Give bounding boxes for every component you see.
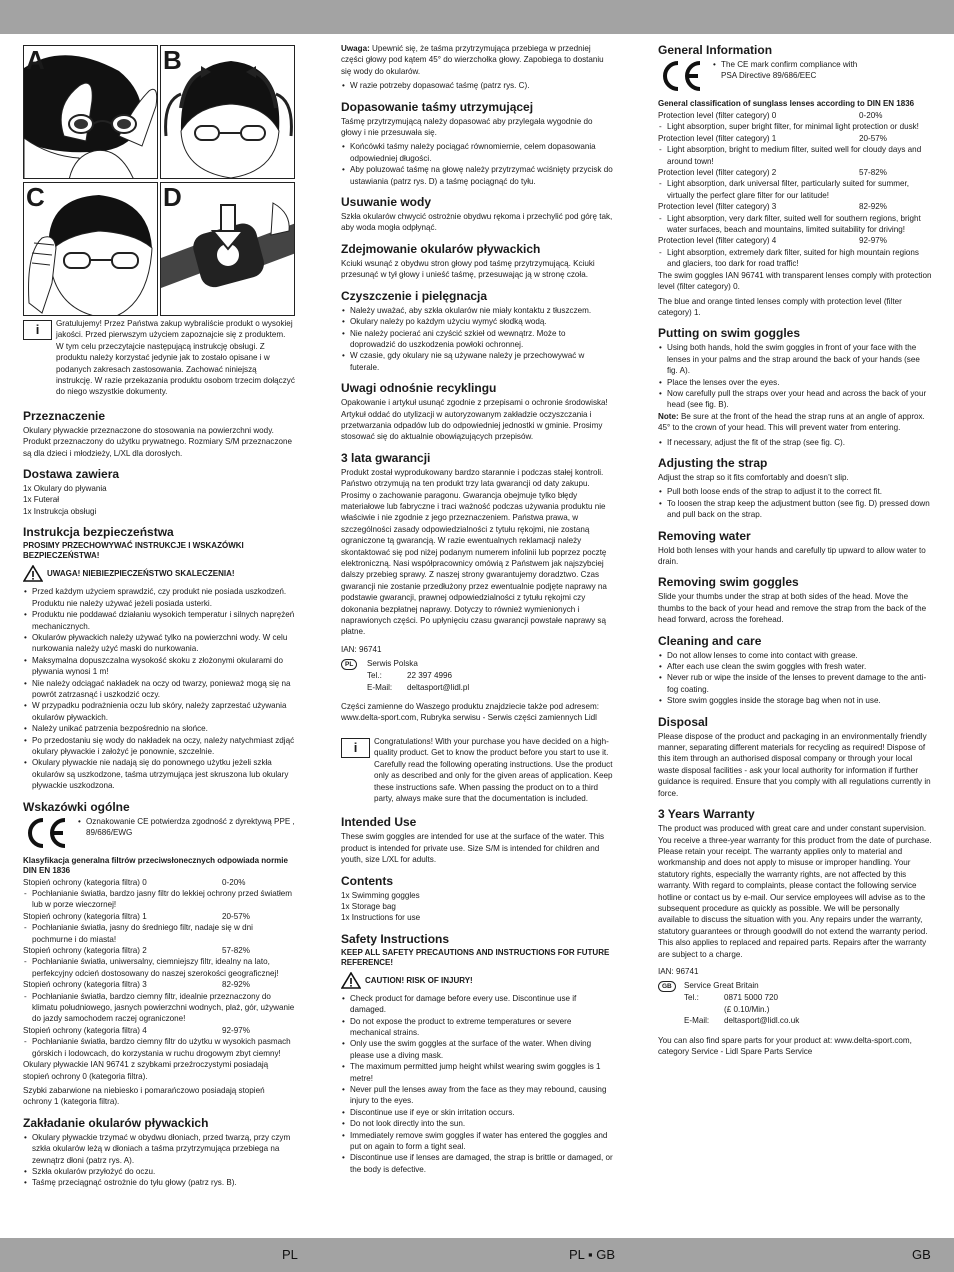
list-item: • Now carefully pull the straps over your head and across the back of your head (see fig. B).	[658, 388, 932, 411]
gb-ian-note: The swim goggles IAN 96741 with transparent lenses comply with protection level (filter category) 0.	[658, 270, 932, 292]
gb-safety-list	[341, 993, 613, 1176]
gb-spare-parts: You can also find spare parts for your product at: www.delta-sport.com, category Service - Lidl Spare Parts Service	[658, 1035, 912, 1056]
pl-usuwanie-text: Szkła okularów chwycić ostrożnie obydwu rękoma i przechylić pod górę tak, aby woda mogła odpłynąć.	[341, 212, 613, 233]
pl-czyszczenie-heading: Czyszczenie i pielęgnacja	[341, 288, 488, 303]
level-desc: - Light absorption, extremely dark filter, suited for high mountain regions and glaciers, too dark for road traffic!	[658, 247, 932, 270]
ce-mark-icon	[23, 816, 69, 850]
list-item: • Store swim goggles inside the storage bag when not in use.	[658, 695, 932, 706]
figure-a-label: A	[26, 45, 45, 75]
figure-a	[23, 45, 158, 179]
pl-instrukcja-heading: Instrukcja bezpieczeństwa	[23, 525, 174, 540]
warning-icon	[341, 972, 361, 989]
gb-levels	[658, 110, 932, 270]
list-item: • After each use clean the swim goggles with fresh water.	[658, 661, 932, 672]
level-value: 57-82%	[222, 946, 250, 956]
pl-klasyfikacja-heading: Klasyfikacja generalna filtrów przeciwsłonecznych odpowiada normie DIN EN 1836	[23, 855, 288, 875]
pl-service-name: Serwis Polska	[367, 659, 418, 669]
gb-tel-label: Tel.:	[684, 993, 699, 1003]
top-bar	[0, 0, 954, 34]
column-pl-gb	[341, 43, 613, 1175]
gb-warning	[341, 972, 613, 989]
list-item: • Okulary pływackie trzymać w obydwu dłoniach, przed twarzą, przy czym szkła okularów leżą w dłoniach a taśma przytrzymująca przebiega na zewnątrz dłoni (patrz rys. A).	[23, 1132, 295, 1166]
gb-service	[658, 980, 932, 1026]
level-name: Stopień ochrony (kategoria filtra) 2	[23, 946, 147, 956]
level-value: 92-97%	[222, 1025, 250, 1035]
pl-usuwanie-heading: Usuwanie wody	[341, 195, 432, 210]
pl-zdejmowanie-heading: Zdejmowanie okularów pływackich	[341, 241, 541, 256]
level-desc: - Light absorption, bright to medium filter, suited well for cloudy days and around town!	[658, 144, 932, 167]
gb-tel: 0871 5000 720	[724, 993, 779, 1003]
list-item: • Immediately remove swim goggles if water has entered the goggles and put on again to form a tight seal.	[341, 1130, 613, 1153]
pl-color-note: Szybki zabarwione na niebiesko i pomarańczowo posiadają stopień ochrony 1 (kategoria filtra).	[23, 1085, 265, 1107]
gb-disposal-heading: Disposal	[658, 714, 709, 729]
list-item: • Do not look directly into the sun.	[341, 1118, 613, 1129]
pl-spare-parts: Części zamienne do Waszego produktu znajdziecie także pod adresem: www.delta-sport.com, Rubryka serwisu - Serwis części zamiennych Lidl	[341, 702, 599, 723]
figure-c	[23, 182, 158, 316]
pl-przeznaczenie-heading: Przeznaczenie	[23, 408, 106, 423]
level-desc: - Pochłanianie światła, jasny do średniego filtr, nadaje się w dni pochmurne i do miasta!	[23, 922, 295, 945]
pl-mail-label: E-Mail:	[367, 682, 393, 692]
pl-instrukcja-sub: PROSIMY PRZECHOWYWAĆ INSTRUKCJE I WSKAZÓWKI BEZPIECZEŃSTWA!	[23, 541, 244, 561]
pl-ce-text: • Oznakowanie CE potwierdza zgodność z dyrektywą PPE , 89/686/EWG	[77, 816, 295, 839]
pl-levels	[23, 877, 295, 1060]
list-item: • Only use the swim goggles at the surface of the water. When diving please use a diving mask.	[341, 1038, 613, 1061]
gb-warranty-text: The product was produced with great care and under constant supervision. You receive a three-year warranty for this product from the date of purchase. Please retain your receipt. The warranty applies only to material and workmanship and does not apply to misuse or improper handling. Your statutory rights, especially the warranty rights, are not affected by this warranty. With regard to complaints, please contact the following service hotline or contact us by e-mail. Our service employees will advise as to the subsequent procedure as quickly as possible. We will be personally available to discuss the situation with you. Any repairs under the warranty, statutory guarantees or through goodwill do not extend the warranty period. This also applies to replaced and repaired parts. Repairs after the warranty are subject to a charge.	[658, 824, 932, 959]
column-pl-1	[23, 318, 295, 1189]
gb-color-note: The blue and orange tinted lenses comply with protection level (filter category) 1.	[658, 296, 902, 317]
gb-warning-text: CAUTION! RISK OF INJURY!	[365, 975, 473, 985]
list-item: • Do not expose the product to extreme temperatures or severe mechanical strains.	[341, 1016, 613, 1039]
gb-service-name: Service Great Britain	[684, 981, 759, 991]
footer-center: PL ▪ GB	[569, 1247, 616, 1262]
pl-warning-text: UWAGA! NIEBIEZPIECZEŃSTWO SKALECZENIA!	[47, 569, 235, 579]
gb-intro-text: Congratulations! With your purchase you have decided on a high-quality product. Get to know the product before you start to use it. Carefully read the following operating instructions. Use the product only as described and only for the given areas of application. Keep these instructions safe. When passing the product on to a third party, always make sure that the documentation is included.	[374, 736, 613, 803]
gb-safety-heading: Safety Instructions	[341, 931, 450, 946]
level-name: Protection level (filter category) 3	[658, 202, 777, 212]
level-desc: - Pochłanianie światła, uniwersalny, ciemniejszy filtr, idealny na lato, perfekcyjny odcień dostosowany do naszej szerokości geograficznej!	[23, 956, 295, 979]
info-icon: i	[341, 738, 370, 758]
pl-tel-label: Tel.:	[367, 671, 382, 681]
list-item: • W razie potrzeby dopasować taśmę (patrz rys. C).	[341, 80, 613, 91]
gb-ce-text: • The CE mark confirm compliance with PSA Directive 89/686/EEC	[712, 59, 862, 82]
gb-note-label: Note:	[658, 411, 679, 421]
column-gb	[658, 43, 932, 1060]
gb-intro	[341, 736, 613, 807]
figures	[23, 45, 295, 315]
list-item: 1x Okulary do pływania	[23, 484, 107, 494]
pl-ian-note: Okulary pływackie IAN 96741 z szybkami przeźroczystymi posiadają stopień ochrony 0 (kategoria filtra).	[23, 1060, 269, 1081]
level-desc: - Light absorption, very dark filter, suited well for southern regions, bright water surfaces, beach and mountains, limited suitability for driving!	[658, 213, 932, 236]
pl-zakladanie-list	[23, 1132, 295, 1189]
gb-cleaning-heading: Cleaning and care	[658, 633, 762, 648]
level-value: 92-97%	[859, 236, 887, 246]
list-item: • Okulary należy po każdym użyciu wymyć słodką wodą.	[341, 316, 613, 327]
gb-removing-goggles-text: Slide your thumbs under the strap at both sides of the head. Move the thumbs to the back of your head and remove the strap from the back of the head forward, across the forehead.	[658, 592, 927, 625]
pl-intro-text: Gratulujemy! Przez Państwa zakup wybraliście produkt o wysokiej jakości. Przed pierwszym użyciem zapoznajcie się z produktem. W tym celu przeczytajcie następującą instrukcję obsługi. Z produktu należy korzystać jedynie jak to zostało opisane i w podanych zakresach zastosowania. Zachować niniejszą instrukcję. W razie przekazania produktu osobom trzecim dołączyć do niego wszystkie dokumenty.	[56, 319, 295, 397]
level-value: 57-82%	[859, 168, 887, 178]
pl-uwaga-label: Uwaga:	[341, 44, 370, 53]
level-value: 82-92%	[859, 202, 887, 212]
pl-dostawa-list	[23, 483, 295, 517]
level-desc: - Light absorption, dark universal filter, particularly suited for summer, virtually the perfect glare filter for our latitude!	[658, 178, 932, 201]
gb-tel-rate: (£ 0.10/Min.)	[724, 1004, 770, 1014]
ce-mark-icon	[658, 59, 704, 93]
gb-contents-heading: Contents	[341, 873, 393, 888]
figure-b	[160, 45, 295, 179]
list-item: • Okularów pływackich należy używać tylko na powierzchni wody. W celu nurkowania należy użyć maski do nurkowania.	[23, 632, 295, 655]
pl-recykling-text: Opakowanie i artykuł usunąć zgodnie z przepisami o ochronie środowiska! Artykuł oddać do utylizacji w autoryzowanym zakładzie oczyszczania i przetwarzania odpadów lub do odpowiedniej jednostki w gminie. Prosimy stosować się do aktualnie obowiązujących przepisów.	[341, 398, 608, 442]
figure-d	[160, 182, 295, 316]
gb-intended-text: These swim goggles are intended for use at the surface of the water. This product is intended for private use. Size S/M is intended for children and youth, size L/XL for adults.	[341, 832, 605, 865]
level-value: 82-92%	[222, 980, 250, 990]
pl-dostawa-heading: Dostawa zawiera	[23, 467, 120, 482]
gb-adjust-heading: Adjusting the strap	[658, 455, 768, 470]
level-name: Protection level (filter category) 0	[658, 111, 777, 120]
gb-removing-goggles-heading: Removing swim goggles	[658, 575, 799, 590]
pl-recykling-heading: Uwagi odnośnie recyklingu	[341, 381, 497, 396]
gb-warranty-heading: 3 Years Warranty	[658, 807, 755, 822]
list-item: • Never pull the lenses away from the face as they may rebound, causing injury to the eyes.	[341, 1084, 613, 1107]
gb-adjust-text: Adjust the strap so it fits comfortably and doesn’t slip.	[658, 472, 849, 482]
pl-flag-badge: PL	[341, 659, 357, 670]
gb-putting-heading: Putting on swim goggles	[658, 326, 800, 341]
level-name: Stopień ochrony (kategoria filtra) 3	[23, 980, 147, 990]
list-item: • Aby poluzować taśmę na głowę należy przytrzymać wciśnięty przycisk do ustawiania (patrz rys. D) a taśmę pociągnąć do tyłu.	[341, 164, 613, 187]
pl-safety-list	[23, 586, 295, 791]
list-item: • Place the lenses over the eyes.	[658, 377, 932, 388]
list-item: 1x Instrukcja obsługi	[23, 506, 97, 516]
list-item: • Szkła okularów przyłożyć do oczu.	[23, 1166, 295, 1177]
level-desc: - Pochłanianie światła, bardzo jasny filtr do lekkiej ochrony przed światłem lub w porze wieczornej!	[23, 888, 295, 911]
pl-przeznaczenie-text: Okulary pływackie przeznaczone do stosowania na powierzchni wody. Produkt przeznaczony do użytku prywatnego. Rozmiary S/M przeznaczone są dla dzieci i młodzieży, L/XL dla dorosłych.	[23, 425, 293, 458]
pl-ian: IAN: 96741	[341, 644, 382, 654]
level-name: Protection level (filter category) 1	[658, 133, 777, 143]
footer-left: PL	[282, 1247, 298, 1262]
level-name: Stopień ochrony (kategoria filtra) 4	[23, 1025, 147, 1035]
level-name: Stopień ochrony (kategoria filtra) 0	[23, 877, 147, 887]
gb-ce-block	[658, 59, 932, 93]
pl-dopasowanie-text: Taśmę przytrzymującą należy dopasować aby przylegała wygodnie do głowy i nie przesuwała się.	[341, 116, 593, 138]
pl-intro	[23, 318, 295, 401]
level-value: 0-20%	[859, 111, 883, 120]
figure-d-label: D	[163, 182, 182, 212]
gb-removing-water-text: Hold both lenses with your hands and carefully tip upward to allow water to drain.	[658, 545, 926, 566]
pl-wskazowki-heading: Wskazówki ogólne	[23, 799, 130, 814]
gb-flag-badge: GB	[658, 981, 676, 992]
list-item: • To loosen the strap keep the adjustment button (see fig. D) pressed down and pull back on the strap.	[658, 498, 932, 521]
info-icon: i	[23, 320, 52, 340]
list-item: • Nie należy odciągać nakładek na oczy od twarzy, ponieważ mogą się na powrót zatrzasnąć i uszkodzić oczy.	[23, 678, 295, 701]
pl-ce-block	[23, 816, 295, 850]
warning-icon	[23, 565, 43, 582]
figure-c-label: C	[26, 182, 45, 212]
gb-class-heading: General classification of sunglass lenses according to DIN EN 1836	[658, 99, 915, 108]
gb-removing-water-heading: Removing water	[658, 528, 751, 543]
pl-warning	[23, 565, 295, 582]
gb-mail-label: E-Mail:	[684, 1016, 710, 1026]
pl-tel: 22 397 4996	[407, 671, 453, 681]
list-item: • Nie należy pocierać ani czyścić szkieł od wewnątrz. Może to doprowadzić do uszkodzenia powłoki ochronnej.	[341, 328, 613, 351]
pl-uwaga-text: Upewnić się, że taśma przytrzymująca przebiega w przedniej części głowy pod kątem 45° do wierzchołka głowy. Zapobiega to dostaniu się wody do okularów.	[341, 44, 604, 76]
gb-ian: IAN: 96741	[658, 966, 699, 976]
list-item: • Po przedostaniu się wody do nakładek na oczy, należy natychmiast zdjąć okulary pływackie i założyć je ponownie, szczelnie.	[23, 735, 295, 758]
pl-dopasowanie-heading: Dopasowanie taśmy utrzymującej	[341, 99, 534, 114]
pl-gwarancja-text: Produkt został wyprodukowany bardzo starannie i podczas stałej kontroli. Państwo otrzymują na ten produkt trzy lata gwarancji od daty zakupu. Prosimy o zachowanie paragonu. Gwarancja obejmuje tylko błędy materiałowe lub fabryczne i traci ważność podczas używania produktu nie właściwie i nie zgodnie z jego przeznaczeniem. Państwa prawa, w szczególności zasady odpowiedzialności z tytułu rękojmi, nie zostaną ograniczone tą gwarancją. W razie ewentualnych reklamacji należy skontaktować się pod niżej podanym numerem infolinii lub poprzez pocztę elektroniczną. Nasi współpracownicy omówią z Państwem jak najszybciej dalszy przebieg sprawy. Z naszej strony gwarantujemy doradztwo. Czas gwarancji nie zostanie przedłużony przez ewentualnie podjęte naprawy na podstawie gwarancji, prawnej odpowiedzialności z tytułu rękojmi czy dokonania bezpłatnej naprawy. Dotyczy to również wymienionych i naprawionych części. Po upłynięciu czasu gwarancji powstałe naprawy są płatne.	[341, 467, 607, 637]
list-item: 1x Futerał	[23, 495, 59, 505]
level-desc: - Light absorption, super bright filter, for minimal light protection or dusk!	[658, 121, 932, 132]
list-item: • Przed każdym użyciem sprawdzić, czy produkt nie posiada uszkodzeń. Produktu nie należy używać jeżeli posiada usterki.	[23, 586, 295, 609]
gb-disposal-text: Please dispose of the product and packaging in an environmentally friendly manner, separating different materials for recycling as required! Dispose of this item through an authorised disposal company or through your local waste disposal facilities - ask your local authority for information if further guidance is required. Ensure that you comply with all regulations currently in force.	[658, 731, 931, 798]
gb-mail: deltasport@lidl.co.uk	[724, 1016, 800, 1026]
list-item: 1x Storage bag	[341, 901, 396, 911]
level-name: Stopień ochrony (kategoria filtra) 1	[23, 911, 147, 921]
list-item: • Discontinue use if eye or skin irritation occurs.	[341, 1107, 613, 1118]
list-item: • W czasie, gdy okulary nie są używane należy je przechowywać w futerale.	[341, 350, 613, 373]
gb-general-heading: General Information	[658, 43, 773, 57]
list-item: 1x Instructions for use	[341, 913, 421, 923]
level-value: 20-57%	[859, 133, 887, 143]
level-value: 20-57%	[222, 911, 250, 921]
list-item: • Produktu nie poddawać działaniu wysokich temperatur i silnych naprężeń mechanicznych.	[23, 609, 295, 632]
list-item: • Należy uważać, aby szkła okularów nie miały kontaktu z tłuszczem.	[341, 305, 613, 316]
level-value: 0-20%	[222, 877, 246, 887]
list-item: • Using both hands, hold the swim goggles in front of your face with the lenses in your palms and the strap around the back of your hands (see fig. A).	[658, 342, 932, 376]
list-item: • Do not allow lenses to come into contact with grease.	[658, 650, 932, 661]
gb-safety-sub: KEEP ALL SAFETY PRECAUTIONS AND INSTRUCTIONS FOR FUTURE REFERENCE!	[341, 947, 610, 967]
pl-service	[341, 658, 613, 693]
gb-note-text: Be sure at the front of the head the strap runs at an angle of approx. 45° to the crown of your head. This will prevent water from entering.	[658, 411, 925, 433]
pl-mail: deltasport@lidl.pl	[407, 682, 470, 692]
list-item: • Maksymalna dopuszczalna wysokość skoku z złożonymi okularami do pływania wynosi 1 m!	[23, 655, 295, 678]
list-item: • The maximum permitted jump height whilst wearing swim goggles is 1 metre!	[341, 1061, 613, 1084]
list-item: • W przypadku podrażnienia oczu lub skóry, należy zaprzestać używania okularów pływackich.	[23, 700, 295, 723]
level-desc: - Pochłanianie światła, bardzo ciemny filtr, idealnie przeznaczony do klimatu południowego, jasnych powierzchni wodnych, plaż, gór, używanie do jazdy samochodem raczej ograniczone!	[23, 991, 295, 1025]
list-item: • Never rub or wipe the inside of the lenses to prevent damage to the anti-fog coating.	[658, 672, 932, 695]
level-name: Protection level (filter category) 2	[658, 168, 777, 178]
pl-zakladanie-heading: Zakładanie okularów pływackich	[23, 1115, 209, 1130]
list-item: • Discontinue use if lenses are damaged, the strap is brittle or damaged, or the body is defective.	[341, 1152, 613, 1175]
list-item: • Należy unikać patrzenia bezpośrednio na słońce.	[23, 723, 295, 734]
gb-intended-heading: Intended Use	[341, 815, 417, 830]
list-item: 1x Swimming goggles	[341, 890, 420, 900]
pl-gwarancja-heading: 3 lata gwarancji	[341, 450, 431, 465]
footer-bar	[0, 1238, 954, 1272]
pl-zdejmowanie-text: Kciuki wsunąć z obydwu stron głowy pod taśmę przytrzymującą. Kciuki przesunąć w tył głowy i unieść taśmę, przesuwając ją w stronę czoła.	[341, 258, 595, 280]
gb-note	[658, 411, 932, 434]
list-item: • Check product for damage before every use. Discontinue use if damaged.	[341, 993, 613, 1016]
figure-b-label: B	[163, 45, 182, 75]
footer-right: GB	[912, 1247, 931, 1262]
list-item: • If necessary, adjust the fit of the strap (see fig. C).	[658, 437, 932, 448]
list-item: • Pull both loose ends of the strap to adjust it to the correct fit.	[658, 486, 932, 497]
list-item: • Taśmę przeciągnąć ostrożnie do tyłu głowy (patrz rys. B).	[23, 1177, 295, 1188]
level-name: Protection level (filter category) 4	[658, 236, 777, 246]
list-item: • Okulary pływackie nie nadają się do ponownego użytku jeżeli szkła okularów są uszkodzone, taśma utrzymująca jest skruszona lub okulary pływackie uszkodzona.	[23, 757, 295, 791]
level-desc: - Pochłanianie światła, bardzo ciemny filtr do użytku w wysokich pasmach górskich i lodowcach, do korzystania w ruchu drogowym zbyt ciemny!	[23, 1036, 295, 1059]
list-item: • Końcówki taśmy należy pociągać równomiernie, celem dopasowania odpowiedniej długości.	[341, 141, 613, 164]
pl-uwaga	[341, 43, 613, 77]
